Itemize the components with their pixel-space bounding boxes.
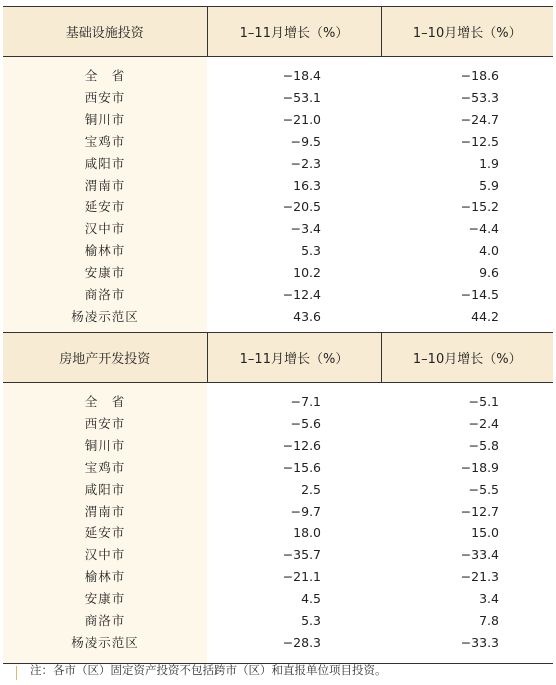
table-row xyxy=(3,196,553,218)
oct-growth-cell: −4.4 xyxy=(468,221,499,237)
region-cell: 安康市 xyxy=(3,588,207,610)
oct-growth-cell: 4.0 xyxy=(479,243,499,259)
table-row xyxy=(3,262,553,284)
region-cell: 杨凌示范区 xyxy=(3,632,207,654)
table-row xyxy=(3,435,553,457)
infrastructure-body xyxy=(3,65,553,328)
region-cell: 延安市 xyxy=(3,196,207,218)
table-row xyxy=(3,479,553,501)
region-cell: 榆林市 xyxy=(3,566,207,588)
oct-growth-cell: −14.5 xyxy=(460,287,499,303)
nov-growth-cell: −9.5 xyxy=(290,133,321,149)
table-row xyxy=(3,131,553,153)
region-cell: 全 省 xyxy=(3,65,207,87)
region-cell: 杨凌示范区 xyxy=(3,306,207,328)
nov-growth-cell: 2.5 xyxy=(301,481,321,497)
region-cell: 汉中市 xyxy=(3,544,207,566)
nov-growth-cell: −7.1 xyxy=(290,394,321,409)
nov-growth-cell: 4.5 xyxy=(301,591,321,607)
header-category: 房地产开发投资 xyxy=(3,333,207,383)
table-row xyxy=(3,544,553,566)
region-cell: 渭南市 xyxy=(3,501,207,523)
region-cell: 榆林市 xyxy=(3,240,207,262)
nov-growth-cell: −3.4 xyxy=(290,221,321,237)
table-row xyxy=(3,65,553,87)
region-cell: 全 省 xyxy=(3,391,207,413)
nov-growth-cell: −12.6 xyxy=(282,437,321,453)
nov-growth-cell: −21.0 xyxy=(282,111,321,127)
note-marker xyxy=(16,666,17,680)
table-row xyxy=(3,610,553,632)
oct-growth-cell: −15.2 xyxy=(460,199,499,215)
region-cell: 铜川市 xyxy=(3,109,207,131)
oct-growth-cell: −33.4 xyxy=(460,547,499,563)
oct-growth-cell: 7.8 xyxy=(479,613,499,629)
table-row xyxy=(3,632,553,654)
oct-growth-cell: 5.9 xyxy=(479,177,499,193)
table-row xyxy=(3,588,553,610)
nov-growth-cell: 5.3 xyxy=(301,243,321,259)
region-cell: 安康市 xyxy=(3,262,207,284)
oct-growth-cell: −53.3 xyxy=(460,89,499,105)
table-header-row xyxy=(3,333,553,383)
region-cell: 汉中市 xyxy=(3,218,207,240)
header-nov-growth: 1–11月增长（%） xyxy=(207,7,381,57)
oct-growth-cell: −12.7 xyxy=(460,503,499,519)
region-cell: 渭南市 xyxy=(3,175,207,197)
infrastructure-table xyxy=(3,6,553,338)
table-header-row xyxy=(3,7,553,57)
nov-growth-cell: −28.3 xyxy=(282,634,321,650)
table-row xyxy=(3,109,553,131)
oct-growth-cell: −18.6 xyxy=(460,68,499,83)
region-cell: 商洛市 xyxy=(3,284,207,306)
table-row xyxy=(3,522,553,544)
nov-growth-cell: −20.5 xyxy=(282,199,321,215)
oct-growth-cell: −5.1 xyxy=(468,394,499,409)
region-cell: 延安市 xyxy=(3,522,207,544)
table-row xyxy=(3,87,553,109)
table-row xyxy=(3,240,553,262)
oct-growth-cell: −18.9 xyxy=(460,459,499,475)
table-row xyxy=(3,153,553,175)
nov-growth-cell: 5.3 xyxy=(301,613,321,629)
real-estate-body xyxy=(3,391,553,654)
oct-growth-cell: 9.6 xyxy=(479,265,499,281)
oct-growth-cell: 15.0 xyxy=(471,525,499,541)
oct-growth-cell: −21.3 xyxy=(460,569,499,585)
oct-growth-cell: −12.5 xyxy=(460,133,499,149)
oct-growth-cell: −24.7 xyxy=(460,111,499,127)
region-cell: 咸阳市 xyxy=(3,479,207,501)
region-cell: 宝鸡市 xyxy=(3,131,207,153)
table-row xyxy=(3,566,553,588)
table-row xyxy=(3,391,553,413)
table-row xyxy=(3,413,553,435)
region-cell: 铜川市 xyxy=(3,435,207,457)
region-cell: 宝鸡市 xyxy=(3,457,207,479)
nov-growth-cell: −5.6 xyxy=(290,415,321,431)
nov-growth-cell: −9.7 xyxy=(290,503,321,519)
nov-growth-cell: −35.7 xyxy=(282,547,321,563)
footnote: 注：各市（区）固定资产投资不包括跨市（区）和直报单位项目投资。 xyxy=(30,663,387,677)
oct-growth-cell: −5.8 xyxy=(468,437,499,453)
region-cell: 西安市 xyxy=(3,87,207,109)
table-row xyxy=(3,175,553,197)
table-row xyxy=(3,284,553,306)
oct-growth-cell: −5.5 xyxy=(468,481,499,497)
header-oct-growth: 1–10月增长（%） xyxy=(381,333,553,383)
oct-growth-cell: 1.9 xyxy=(479,155,499,171)
nov-growth-cell: −2.3 xyxy=(290,155,321,171)
nov-growth-cell: −12.4 xyxy=(282,287,321,303)
oct-growth-cell: −33.3 xyxy=(460,634,499,650)
nov-growth-cell: 16.3 xyxy=(293,177,321,193)
nov-growth-cell: −15.6 xyxy=(282,459,321,475)
nov-growth-cell: 10.2 xyxy=(293,265,321,281)
oct-growth-cell: −2.4 xyxy=(468,415,499,431)
nov-growth-cell: −18.4 xyxy=(282,68,321,83)
table-row xyxy=(3,218,553,240)
table-row xyxy=(3,457,553,479)
nov-growth-cell: 18.0 xyxy=(293,525,321,541)
region-cell: 商洛市 xyxy=(3,610,207,632)
header-category: 基础设施投资 xyxy=(3,7,207,57)
oct-growth-cell: 3.4 xyxy=(479,591,499,607)
nov-growth-cell: 43.6 xyxy=(293,308,321,324)
region-cell: 咸阳市 xyxy=(3,153,207,175)
header-nov-growth: 1–11月增长（%） xyxy=(207,333,381,383)
nov-growth-cell: −53.1 xyxy=(282,89,321,105)
nov-growth-cell: −21.1 xyxy=(282,569,321,585)
region-cell: 西安市 xyxy=(3,413,207,435)
header-oct-growth: 1–10月增长（%） xyxy=(381,7,553,57)
table-row xyxy=(3,501,553,523)
real-estate-table xyxy=(3,332,553,664)
table-row xyxy=(3,306,553,328)
oct-growth-cell: 44.2 xyxy=(471,308,499,324)
